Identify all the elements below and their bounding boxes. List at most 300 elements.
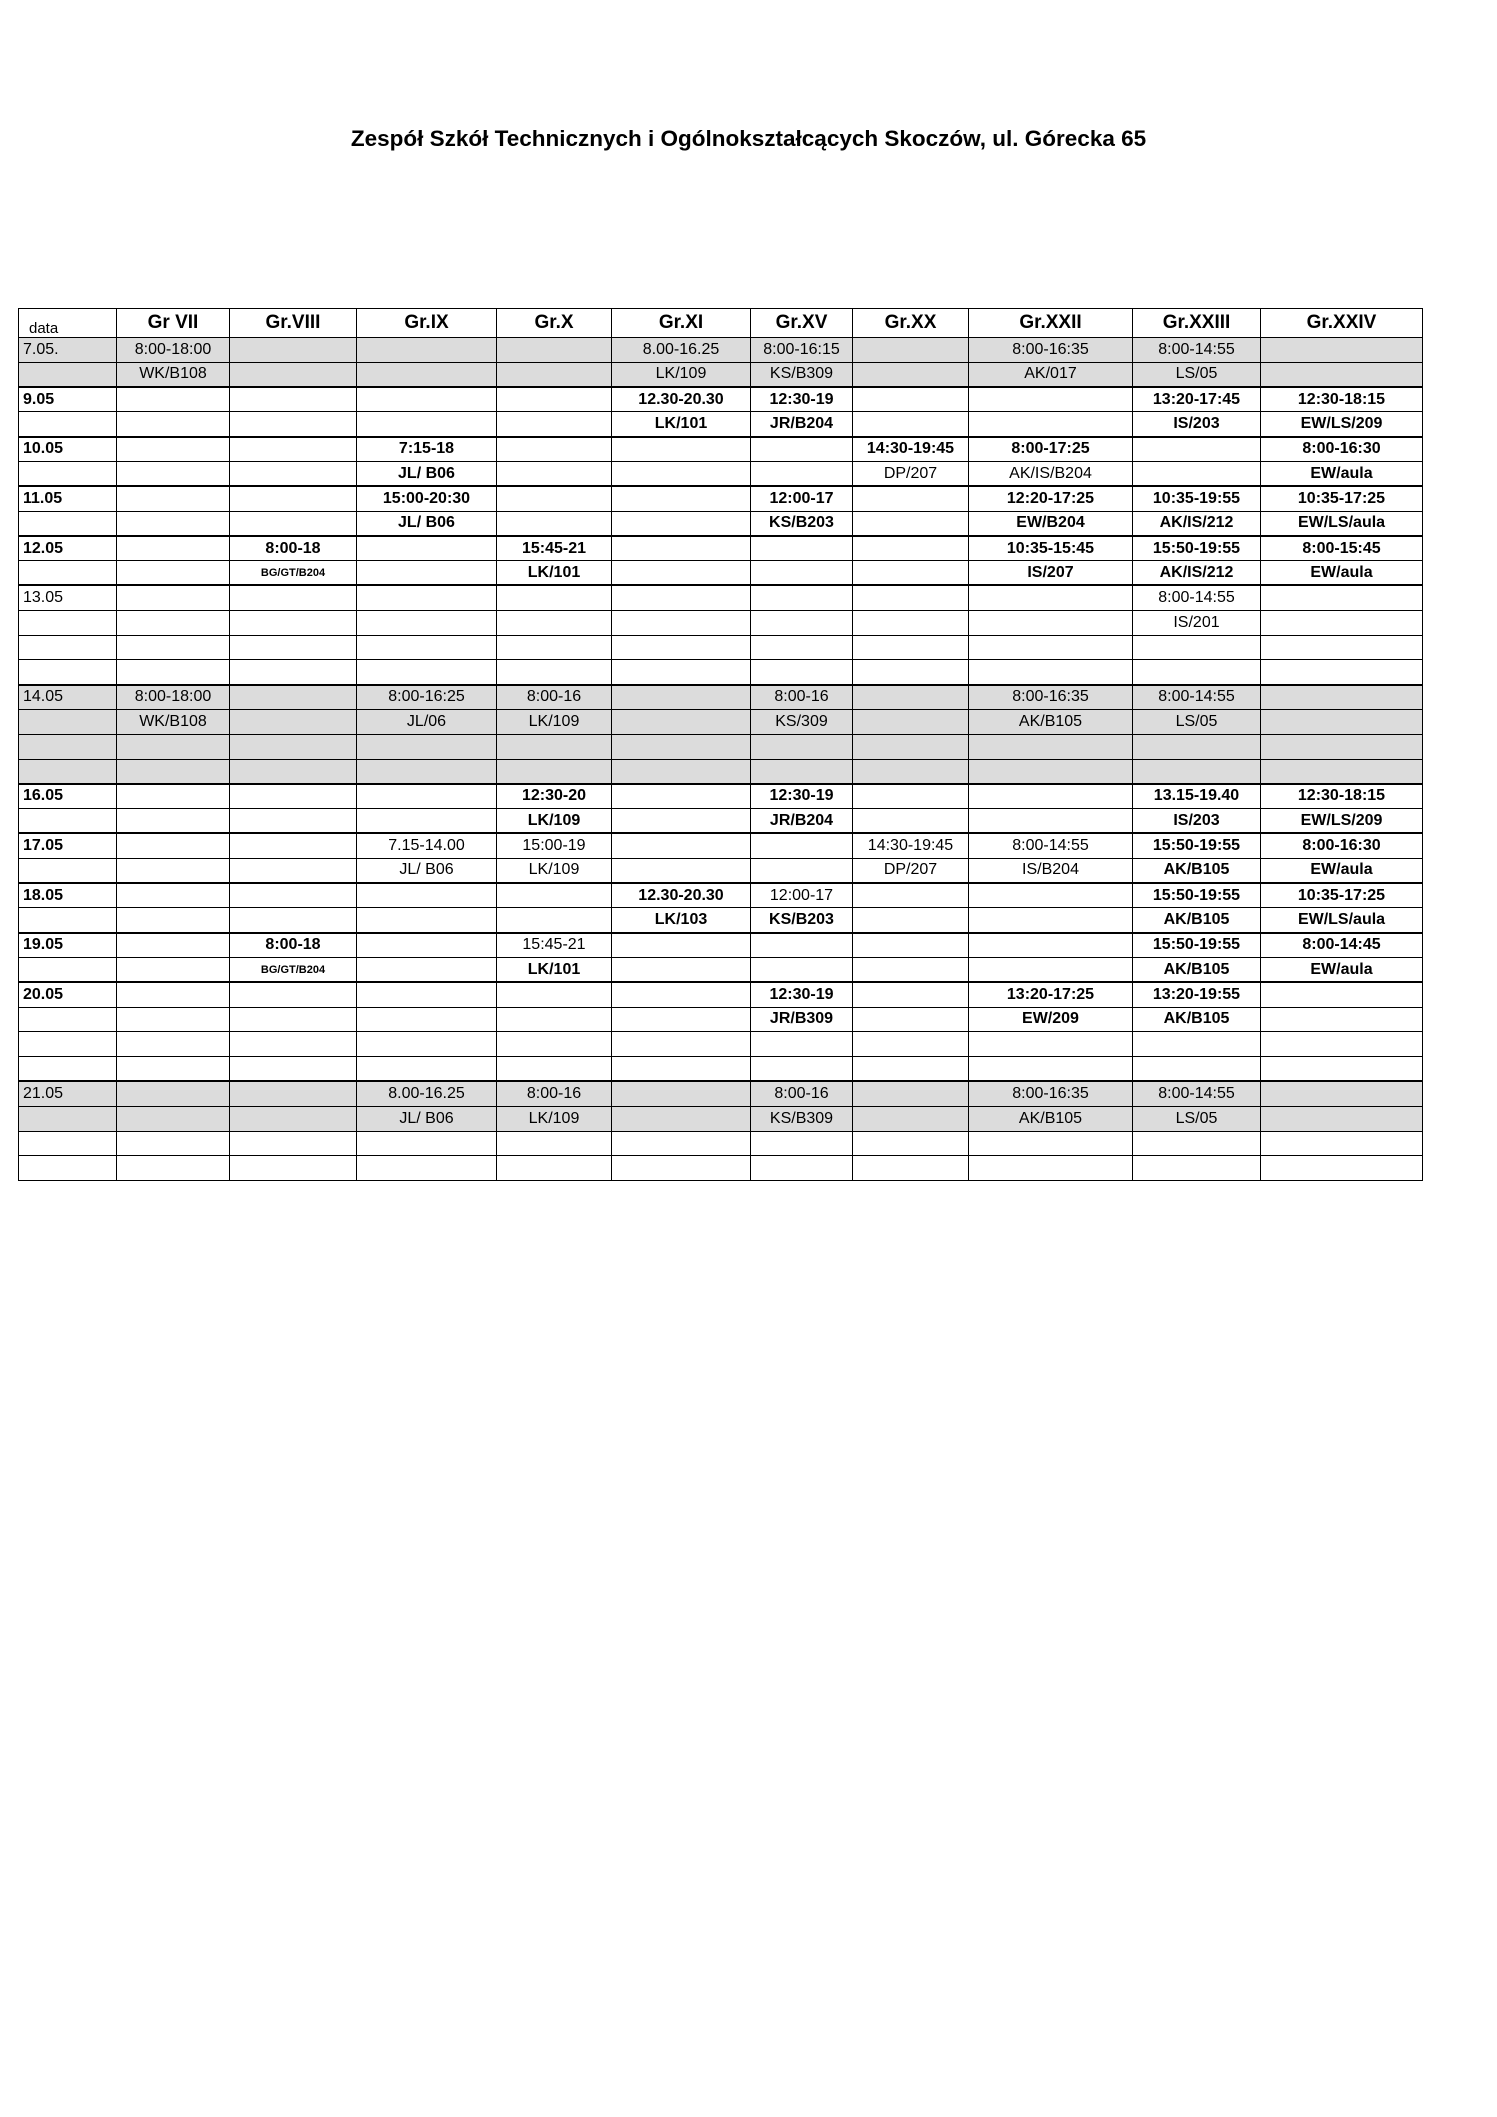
date-cell: 16.05 — [19, 784, 117, 809]
date-cell — [19, 1007, 117, 1032]
schedule-cell: 12:00-17 — [751, 486, 853, 511]
schedule-cell — [117, 883, 230, 908]
schedule-cell — [497, 734, 612, 759]
date-cell — [19, 635, 117, 660]
table-row — [19, 784, 1423, 809]
schedule-cell — [117, 1106, 230, 1131]
schedule-cell: 12:00-17 — [751, 883, 853, 908]
schedule-cell: EW/B204 — [969, 511, 1133, 536]
date-cell: 12.05 — [19, 536, 117, 561]
schedule-cell — [117, 412, 230, 437]
schedule-cell: EW/aula — [1261, 957, 1423, 982]
schedule-cell: 15:45-21 — [497, 933, 612, 958]
header-group: Gr.XXII — [969, 309, 1133, 338]
table-row — [19, 511, 1423, 536]
schedule-cell — [969, 1156, 1133, 1181]
table-row — [19, 982, 1423, 1007]
table-row — [19, 908, 1423, 933]
schedule-cell — [357, 1032, 497, 1057]
schedule-cell — [230, 635, 357, 660]
schedule-cell: 8:00-14:55 — [969, 833, 1133, 858]
schedule-cell — [117, 1007, 230, 1032]
schedule-cell — [612, 858, 751, 883]
schedule-cell — [357, 362, 497, 387]
schedule-cell: BG/GT/B204 — [230, 561, 357, 586]
schedule-cell: LK/109 — [497, 858, 612, 883]
schedule-cell — [117, 437, 230, 462]
schedule-cell: 8.00-16.25 — [612, 338, 751, 363]
schedule-cell — [1133, 1032, 1261, 1057]
schedule-cell: 8:00-16 — [751, 1081, 853, 1106]
table-row — [19, 635, 1423, 660]
header-row — [19, 309, 1423, 338]
schedule-cell — [969, 635, 1133, 660]
schedule-cell — [117, 585, 230, 610]
schedule-cell: IS/207 — [969, 561, 1133, 586]
schedule-cell — [612, 660, 751, 685]
table-row — [19, 362, 1423, 387]
schedule-cell — [853, 933, 969, 958]
schedule-cell — [853, 1081, 969, 1106]
schedule-cell — [612, 1081, 751, 1106]
schedule-cell: 8:00-16 — [751, 685, 853, 710]
schedule-cell — [230, 883, 357, 908]
schedule-cell: AK/IS/212 — [1133, 561, 1261, 586]
schedule-cell — [230, 437, 357, 462]
schedule-cell — [230, 982, 357, 1007]
table-row — [19, 338, 1423, 363]
date-cell — [19, 908, 117, 933]
schedule-cell: 15:50-19:55 — [1133, 883, 1261, 908]
schedule-cell — [1261, 1007, 1423, 1032]
schedule-cell: AK/B105 — [1133, 858, 1261, 883]
date-cell — [19, 1057, 117, 1082]
schedule-cell — [612, 610, 751, 635]
schedule-cell — [230, 734, 357, 759]
schedule-cell — [612, 982, 751, 1007]
schedule-cell — [230, 461, 357, 486]
schedule-cell — [969, 585, 1133, 610]
table-row — [19, 933, 1423, 958]
schedule-cell — [853, 362, 969, 387]
schedule-cell — [969, 1057, 1133, 1082]
schedule-cell — [1261, 759, 1423, 784]
table-row — [19, 412, 1423, 437]
table-row — [19, 461, 1423, 486]
schedule-cell — [497, 338, 612, 363]
schedule-cell — [357, 387, 497, 412]
schedule-cell — [230, 1007, 357, 1032]
schedule-cell: KS/B309 — [751, 1106, 853, 1131]
schedule-cell: EW/aula — [1261, 461, 1423, 486]
schedule-cell: LS/05 — [1133, 1106, 1261, 1131]
schedule-cell — [1261, 660, 1423, 685]
schedule-cell — [497, 1007, 612, 1032]
table-row — [19, 387, 1423, 412]
schedule-cell — [612, 1156, 751, 1181]
schedule-cell: 12:30-19 — [751, 982, 853, 1007]
schedule-cell — [612, 784, 751, 809]
schedule-cell — [969, 387, 1133, 412]
schedule-cell — [230, 486, 357, 511]
schedule-cell — [117, 784, 230, 809]
schedule-cell: KS/B203 — [751, 511, 853, 536]
header-group: Gr.X — [497, 309, 612, 338]
schedule-cell — [117, 858, 230, 883]
table-row — [19, 833, 1423, 858]
schedule-cell — [117, 908, 230, 933]
schedule-cell: 8:00-14:45 — [1261, 933, 1423, 958]
schedule-cell — [751, 660, 853, 685]
date-cell — [19, 1156, 117, 1181]
schedule-cell — [1261, 1057, 1423, 1082]
schedule-cell — [751, 536, 853, 561]
schedule-cell: 8:00-14:55 — [1133, 685, 1261, 710]
schedule-cell: 12:30-19 — [751, 387, 853, 412]
schedule-cell — [751, 734, 853, 759]
schedule-cell — [751, 1156, 853, 1181]
table-row — [19, 809, 1423, 834]
schedule-cell — [230, 362, 357, 387]
header-group: Gr.XI — [612, 309, 751, 338]
date-cell — [19, 561, 117, 586]
schedule-cell: 15:50-19:55 — [1133, 833, 1261, 858]
schedule-cell — [1261, 362, 1423, 387]
schedule-cell — [751, 1057, 853, 1082]
schedule-cell — [497, 660, 612, 685]
schedule-cell: JL/06 — [357, 709, 497, 734]
date-cell — [19, 461, 117, 486]
schedule-cell — [230, 809, 357, 834]
schedule-cell — [230, 1156, 357, 1181]
schedule-cell: 8:00-16:35 — [969, 685, 1133, 710]
table-row — [19, 1081, 1423, 1106]
schedule-cell: IS/201 — [1133, 610, 1261, 635]
schedule-cell: LK/101 — [497, 957, 612, 982]
schedule-cell: 8:00-15:45 — [1261, 536, 1423, 561]
schedule-cell: LK/109 — [497, 1106, 612, 1131]
schedule-cell — [230, 412, 357, 437]
schedule-cell: KS/309 — [751, 709, 853, 734]
schedule-cell — [853, 957, 969, 982]
schedule-cell — [357, 561, 497, 586]
schedule-cell — [117, 833, 230, 858]
schedule-cell — [751, 858, 853, 883]
schedule-cell — [357, 1131, 497, 1156]
date-cell — [19, 957, 117, 982]
date-cell: 11.05 — [19, 486, 117, 511]
schedule-cell — [612, 561, 751, 586]
schedule-cell: IS/203 — [1133, 809, 1261, 834]
schedule-cell — [497, 610, 612, 635]
schedule-cell: LK/101 — [497, 561, 612, 586]
schedule-cell — [117, 982, 230, 1007]
schedule-cell — [853, 734, 969, 759]
schedule-cell: 12:30-20 — [497, 784, 612, 809]
schedule-cell: LK/101 — [612, 412, 751, 437]
schedule-cell — [853, 511, 969, 536]
date-cell: 21.05 — [19, 1081, 117, 1106]
schedule-cell: 10:35-15:45 — [969, 536, 1133, 561]
schedule-cell — [612, 933, 751, 958]
schedule-cell — [357, 933, 497, 958]
schedule-cell — [230, 1032, 357, 1057]
table-row — [19, 1131, 1423, 1156]
schedule-cell — [1261, 685, 1423, 710]
schedule-cell — [853, 709, 969, 734]
table-row — [19, 486, 1423, 511]
schedule-cell — [853, 1032, 969, 1057]
schedule-cell — [751, 585, 853, 610]
table-row — [19, 1057, 1423, 1082]
schedule-cell — [230, 387, 357, 412]
schedule-cell — [612, 1032, 751, 1057]
schedule-cell: JL/ B06 — [357, 858, 497, 883]
schedule-cell — [230, 858, 357, 883]
schedule-cell — [1261, 709, 1423, 734]
schedule-cell — [1133, 660, 1261, 685]
schedule-cell — [853, 908, 969, 933]
schedule-cell — [612, 685, 751, 710]
schedule-table — [18, 308, 1423, 1181]
schedule-cell — [230, 709, 357, 734]
schedule-cell: 10:35-19:55 — [1133, 486, 1261, 511]
schedule-cell: 8:00-16:35 — [969, 1081, 1133, 1106]
schedule-cell — [1133, 1057, 1261, 1082]
schedule-cell: 10:35-17:25 — [1261, 486, 1423, 511]
schedule-cell — [1261, 982, 1423, 1007]
schedule-cell: 8:00-14:55 — [1133, 338, 1261, 363]
table-row — [19, 709, 1423, 734]
schedule-cell — [969, 1032, 1133, 1057]
table-row — [19, 883, 1423, 908]
schedule-cell: 8:00-18:00 — [117, 338, 230, 363]
date-cell — [19, 412, 117, 437]
schedule-cell — [853, 412, 969, 437]
schedule-cell: AK/B105 — [1133, 1007, 1261, 1032]
schedule-cell — [1133, 437, 1261, 462]
schedule-cell: 14:30-19:45 — [853, 833, 969, 858]
schedule-cell — [1133, 1156, 1261, 1181]
schedule-cell — [230, 1081, 357, 1106]
schedule-cell — [117, 635, 230, 660]
schedule-cell — [853, 809, 969, 834]
schedule-cell: 12.30-20.30 — [612, 883, 751, 908]
schedule-cell — [612, 1131, 751, 1156]
schedule-cell — [853, 982, 969, 1007]
schedule-cell — [969, 809, 1133, 834]
schedule-cell: 8:00-16 — [497, 685, 612, 710]
schedule-cell: 13:20-17:25 — [969, 982, 1133, 1007]
schedule-cell — [969, 957, 1133, 982]
date-cell: 17.05 — [19, 833, 117, 858]
schedule-cell — [969, 1131, 1133, 1156]
schedule-cell — [497, 585, 612, 610]
header-group: Gr.XXIII — [1133, 309, 1261, 338]
schedule-cell: 15:50-19:55 — [1133, 536, 1261, 561]
table-row — [19, 561, 1423, 586]
schedule-cell — [969, 734, 1133, 759]
schedule-cell — [853, 759, 969, 784]
schedule-cell — [751, 1032, 853, 1057]
schedule-cell — [1133, 1131, 1261, 1156]
schedule-cell: KS/B309 — [751, 362, 853, 387]
schedule-cell — [117, 1131, 230, 1156]
header-group: Gr.XX — [853, 309, 969, 338]
schedule-cell — [612, 635, 751, 660]
schedule-cell — [357, 734, 497, 759]
schedule-cell: 8:00-16:30 — [1261, 833, 1423, 858]
schedule-cell — [853, 883, 969, 908]
schedule-cell — [1261, 610, 1423, 635]
table-row — [19, 734, 1423, 759]
schedule-cell — [357, 982, 497, 1007]
schedule-cell — [497, 759, 612, 784]
schedule-cell: LK/103 — [612, 908, 751, 933]
schedule-cell — [117, 1156, 230, 1181]
schedule-cell — [117, 387, 230, 412]
schedule-cell — [853, 1106, 969, 1131]
schedule-cell — [357, 412, 497, 437]
schedule-cell — [853, 1007, 969, 1032]
table-row — [19, 759, 1423, 784]
schedule-cell: 8:00-16:15 — [751, 338, 853, 363]
header-group: Gr.XXIV — [1261, 309, 1423, 338]
schedule-cell — [612, 833, 751, 858]
schedule-cell: 15:00-19 — [497, 833, 612, 858]
schedule-cell: AK/B105 — [1133, 908, 1261, 933]
schedule-cell: IS/B204 — [969, 858, 1133, 883]
header-group: Gr.VIII — [230, 309, 357, 338]
table-row — [19, 685, 1423, 710]
schedule-cell — [497, 1057, 612, 1082]
schedule-cell — [969, 759, 1133, 784]
schedule-cell — [117, 461, 230, 486]
schedule-cell: 8:00-14:55 — [1133, 1081, 1261, 1106]
schedule-cell — [497, 1131, 612, 1156]
schedule-body — [19, 338, 1423, 1181]
schedule-cell: JL/ B06 — [357, 461, 497, 486]
table-row — [19, 585, 1423, 610]
schedule-cell — [357, 1156, 497, 1181]
schedule-cell: EW/aula — [1261, 858, 1423, 883]
schedule-cell — [497, 461, 612, 486]
date-cell — [19, 759, 117, 784]
schedule-cell — [1133, 734, 1261, 759]
header-group: Gr.XV — [751, 309, 853, 338]
schedule-cell: DP/207 — [853, 858, 969, 883]
schedule-cell — [497, 362, 612, 387]
schedule-cell — [751, 833, 853, 858]
schedule-cell — [612, 809, 751, 834]
schedule-cell — [230, 685, 357, 710]
schedule-cell — [357, 784, 497, 809]
schedule-cell — [751, 1131, 853, 1156]
schedule-cell — [612, 461, 751, 486]
schedule-cell — [497, 437, 612, 462]
table-row — [19, 858, 1423, 883]
schedule-cell: 14:30-19:45 — [853, 437, 969, 462]
date-cell — [19, 511, 117, 536]
schedule-cell — [357, 610, 497, 635]
schedule-cell: AK/B105 — [1133, 957, 1261, 982]
schedule-cell — [357, 1007, 497, 1032]
schedule-cell — [230, 338, 357, 363]
schedule-cell: AK/IS/212 — [1133, 511, 1261, 536]
schedule-cell: 8:00-17:25 — [969, 437, 1133, 462]
schedule-cell: WK/B108 — [117, 709, 230, 734]
table-row — [19, 437, 1423, 462]
schedule-cell — [853, 1156, 969, 1181]
schedule-cell — [969, 908, 1133, 933]
table-row — [19, 536, 1423, 561]
schedule-cell: 8:00-14:55 — [1133, 585, 1261, 610]
schedule-cell — [612, 486, 751, 511]
table-row — [19, 610, 1423, 635]
schedule-cell — [497, 412, 612, 437]
schedule-cell — [853, 486, 969, 511]
schedule-cell — [969, 883, 1133, 908]
schedule-cell — [612, 734, 751, 759]
schedule-cell: LK/109 — [612, 362, 751, 387]
schedule-cell — [853, 685, 969, 710]
schedule-cell — [1133, 635, 1261, 660]
schedule-cell — [1261, 635, 1423, 660]
schedule-cell: 13:20-17:45 — [1133, 387, 1261, 412]
schedule-cell — [497, 1156, 612, 1181]
schedule-cell: 12:20-17:25 — [969, 486, 1133, 511]
schedule-cell — [612, 957, 751, 982]
schedule-cell — [357, 338, 497, 363]
schedule-cell: EW/LS/aula — [1261, 511, 1423, 536]
schedule-cell: 12:30-18:15 — [1261, 784, 1423, 809]
schedule-cell: 7:15-18 — [357, 437, 497, 462]
date-cell — [19, 610, 117, 635]
schedule-cell — [117, 561, 230, 586]
schedule-cell: EW/LS/209 — [1261, 809, 1423, 834]
schedule-cell — [853, 784, 969, 809]
schedule-cell: EW/aula — [1261, 561, 1423, 586]
schedule-cell — [1261, 1032, 1423, 1057]
schedule-cell: WK/B108 — [117, 362, 230, 387]
schedule-cell — [612, 511, 751, 536]
schedule-cell — [612, 536, 751, 561]
schedule-cell: 13:20-19:55 — [1133, 982, 1261, 1007]
date-cell: 19.05 — [19, 933, 117, 958]
date-cell: 13.05 — [19, 585, 117, 610]
schedule-cell — [1261, 1156, 1423, 1181]
schedule-cell — [969, 660, 1133, 685]
schedule-cell: 12.30-20.30 — [612, 387, 751, 412]
schedule-cell: 8:00-18 — [230, 933, 357, 958]
schedule-cell — [612, 437, 751, 462]
schedule-cell: 8:00-18:00 — [117, 685, 230, 710]
table-row — [19, 660, 1423, 685]
schedule-cell: EW/209 — [969, 1007, 1133, 1032]
schedule-cell — [230, 784, 357, 809]
schedule-cell: 12:30-18:15 — [1261, 387, 1423, 412]
schedule-cell — [230, 1106, 357, 1131]
schedule-cell — [497, 387, 612, 412]
schedule-cell — [117, 511, 230, 536]
schedule-cell — [853, 585, 969, 610]
date-cell — [19, 709, 117, 734]
schedule-cell — [497, 511, 612, 536]
schedule-cell — [117, 759, 230, 784]
header-group: Gr.IX — [357, 309, 497, 338]
schedule-cell: 12:30-19 — [751, 784, 853, 809]
schedule-cell — [230, 585, 357, 610]
